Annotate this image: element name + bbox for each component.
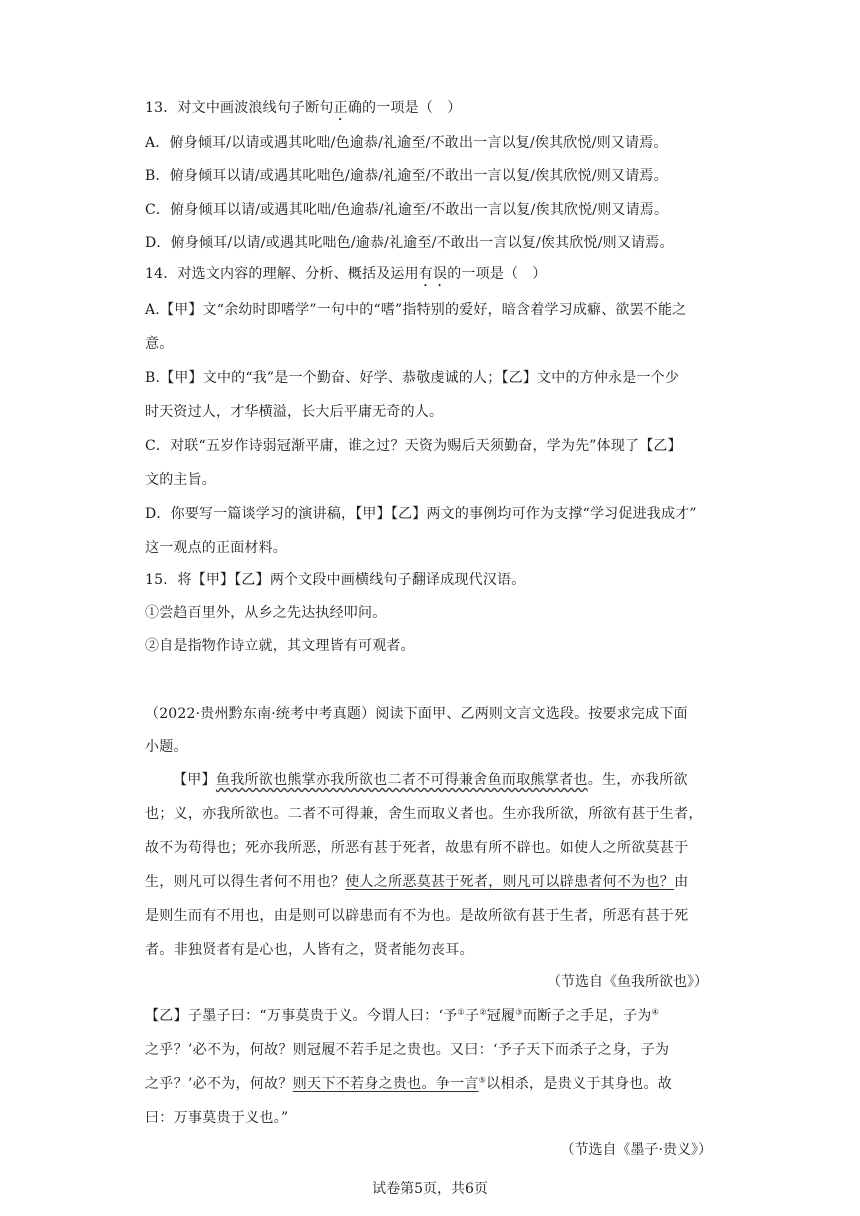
passage-jia-line4: 生，则凡可以得生者何不用也？使人之所恶莫甚于死者，则凡可以辟患者何不为也？由: [145, 874, 689, 890]
question-14-option-d-line2: 这一观点的正面材料。: [145, 540, 287, 556]
emphasis-char: 有: [418, 266, 434, 282]
section-intro-line2: 小题。: [145, 739, 188, 755]
question-14-option-b-line2: 时天资过人，才华横溢，长大后平庸无奇的人。: [145, 404, 444, 420]
emphasis-char: 正: [333, 100, 348, 116]
passage-yi-source: （节选自《墨子·贵义》）: [560, 1142, 712, 1158]
question-14-option-c-line1: C．对联“五岁作诗弱冠渐平庸，谁之过？天资为赐后天须勤奋，学为先”体现了【乙】: [145, 438, 682, 454]
question-14-option-a-line1: A.【甲】文“余幼时即嗜学”一句中的“嗜”指特别的爱好，暗含着学习成癖、欲罢不能之: [145, 302, 687, 318]
section-intro-line1: （2022·贵州黔东南·统考中考真题）阅读下面甲、乙两则文言文选段。按要求完成下面: [145, 706, 688, 722]
footnote-marker: ④: [651, 1007, 660, 1017]
passage-yi-line2: 之乎？’必不为，何故？则冠履不若手足之贵也。又曰：‘予子天下而杀子之身，子为: [145, 1042, 670, 1058]
footnote-marker: ③: [515, 1007, 523, 1017]
page-footer: 试卷第5页，共6页: [372, 1181, 488, 1197]
passage-jia-line1: 【甲】鱼我所欲也熊掌亦我所欲也二者不可得兼舍鱼而取熊掌者也。生，亦我所欲: [173, 772, 688, 788]
passage-yi-line4: 曰：万事莫贵于义也。”: [145, 1110, 289, 1126]
question-15-sentence-1: ①尝趋百里外，从乡之先达执经叩问。: [145, 605, 387, 621]
passage-jia-line6: 者。非独贤者有是心也，人皆有之，贤者能勿丧耳。: [145, 942, 474, 958]
passage-jia-line3: 故不为苟得也；死亦我所恶，所恶有甚于死者，故患有所不辟也。如使人之所欲莫甚于: [145, 840, 689, 856]
question-14-stem: 14．对选文内容的理解、分析、概括及运用有误的一项是（ ）: [145, 266, 547, 282]
underlined-sentence: 则天下不若身之贵也。争一言: [292, 1076, 479, 1092]
passage-yi-line3: 之乎？’必不为，何故？则天下不若身之贵也。争一言⑤以相杀，是贵义于其身也。故: [145, 1075, 673, 1092]
passage-jia-line2: 也；义，亦我所欲也。二者不可得兼，舍生而取义者也。生亦我所欲，所欲有甚于生者，: [145, 806, 703, 822]
question-14-option-a-line2: 意。: [145, 336, 174, 352]
passage-yi-line1: 【乙】子墨子曰：“万事莫贵于义。今谓人曰：‘予①子②冠履③而断子之手足，子为④: [145, 1007, 660, 1024]
question-13-option-c: C．俯身倾耳以请/或遇其叱咄/色逾恭/礼逾至/不敢出一言以复/俟其欣悦/则又请焉。: [145, 202, 669, 218]
footnote-marker: ⑤: [478, 1075, 487, 1085]
footnote-marker: ②: [479, 1007, 487, 1017]
question-13-option-b: B．俯身倾耳以请/或遇其叱咄色/逾恭/礼逾至/不敢出一言以复/俟其欣悦/则又请焉。: [145, 168, 668, 184]
passage-jia-line5: 是则生而有不用也，由是则可以辟患而有不为也。是故所欲有甚于生者，所恶有甚于死: [145, 908, 689, 924]
question-14-option-b-line1: B.【甲】文中的“我”是一个勤奋、好学、恭敬虔诚的人；【乙】文中的方仲永是一个少: [145, 370, 680, 386]
question-13-stem: 13．对文中画波浪线句子断句正确的一项是（ ）: [145, 100, 462, 116]
underlined-sentence: 使人之所恶莫甚于死者，则凡可以辟患者何不为也？: [345, 874, 675, 890]
question-13-option-a: A．俯身倾耳/以请或遇其叱咄/色逾恭/礼逾至/不敢出一言以复/俟其欣悦/则又请焉。: [145, 135, 668, 151]
question-15-sentence-2: ②自是指物作诗立就，其文理皆有可观者。: [145, 638, 415, 654]
question-14-option-c-line2: 文的主旨。: [145, 472, 216, 488]
passage-jia-source: （节选自《鱼我所欲也》）: [547, 974, 708, 990]
question-13-option-d: D．俯身倾耳/以请/或遇其叱咄色/逾恭/礼逾至/不敢出一言以复/俟其欣悦/则又请焉。: [145, 235, 674, 251]
footnote-marker: ①: [457, 1007, 465, 1017]
question-15-stem: 15．将【甲】【乙】两个文段中画横线句子翻译成现代汉语。: [145, 572, 526, 588]
question-14-option-d-line1: D．你要写一篇谈学习的演讲稿，【甲】【乙】两文的事例均可作为支撑“学习促进我成才”: [145, 506, 697, 522]
emphasis-char: 误: [433, 266, 448, 282]
wavy-underlined-sentence: 鱼我所欲也熊掌亦我所欲也二者不可得兼舍鱼而取熊掌者也: [215, 772, 588, 788]
